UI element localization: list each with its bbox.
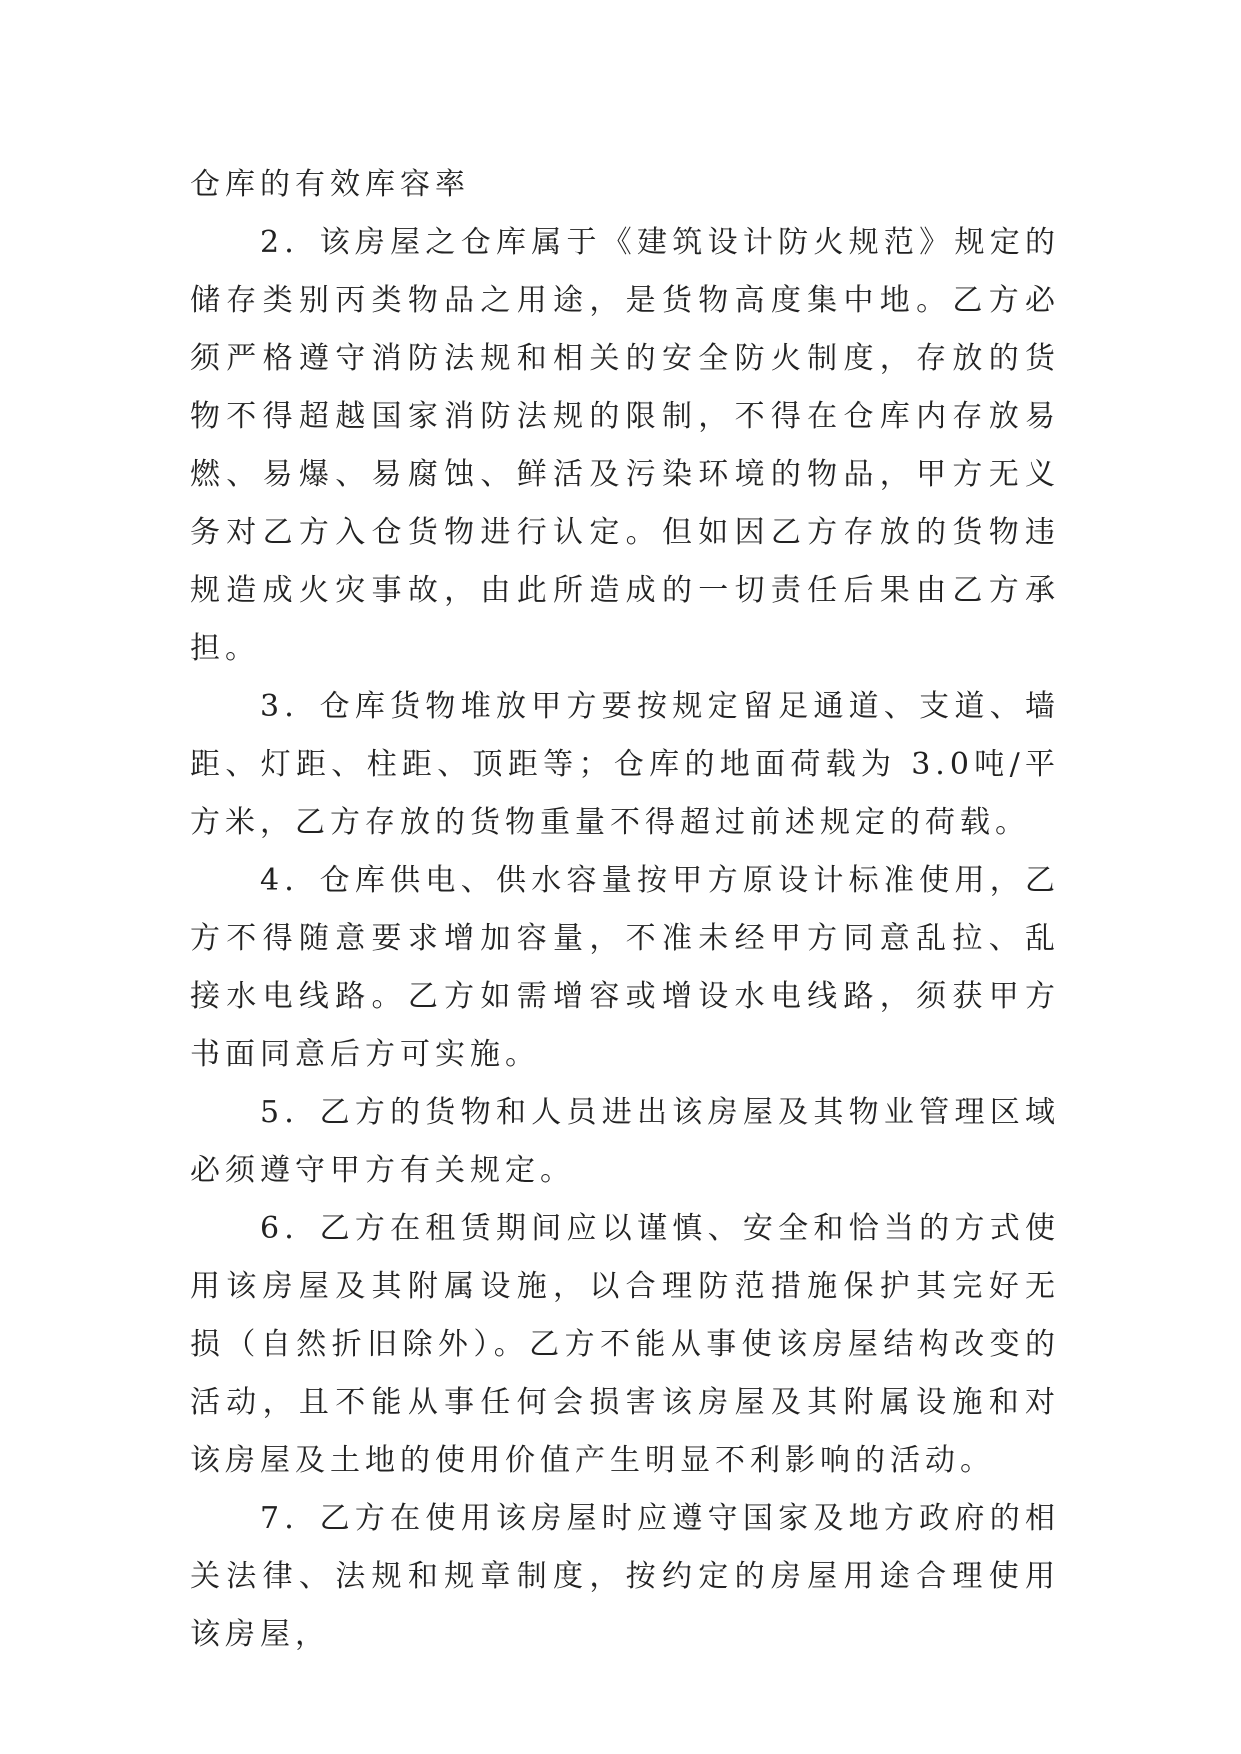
paragraph-clause-4: 4．仓库供电、供水容量按甲方原设计标准使用，乙方不得随意要求增加容量，不准未经甲方同意乱拉、乱接水电线路。乙方如需增容或增设水电线路，须获甲方书面同意后方可实施。 (190, 863, 1060, 1072)
paragraph-clause-6: 6．乙方在租赁期间应以谨慎、安全和恰当的方式使用该房屋及其附属设施，以合理防范措施保护其完好无损（自然折旧除外）。乙方不能从事使该房屋结构改变的活动，且不能从事任何会损害该房屋及其附属设施和对该房屋及土地的使用价值产生明显不利影响的活动。 (190, 1211, 1060, 1478)
document-body (190, 156, 1060, 1664)
paragraph-clause-5: 5．乙方的货物和人员进出该房屋及其物业管理区域必须遵守甲方有关规定。 (190, 1095, 1060, 1188)
paragraph-clause-7: 7．乙方在使用该房屋时应遵守国家及地方政府的相关法律、法规和规章制度，按约定的房屋用途合理使用该房屋， (190, 1501, 1060, 1652)
paragraph-continuation: 仓库的有效库容率 (190, 167, 470, 202)
paragraph-clause-3: 3．仓库货物堆放甲方要按规定留足通道、支道、墙距、灯距、柱距、顶距等；仓库的地面荷载为 3.0吨/平方米，乙方存放的货物重量不得超过前述规定的荷载。 (190, 689, 1060, 840)
paragraph-clause-2: 2．该房屋之仓库属于《建筑设计防火规范》规定的储存类别丙类物品之用途，是货物高度集中地。乙方必须严格遵守消防法规和相关的安全防火制度，存放的货物不得超越国家消防法规的限制，不得在仓库内存放易燃、易爆、易腐蚀、鲜活及污染环境的物品，甲方无义务对乙方入仓货物进行认定。但如因乙方存放的货物违规造成火灾事故，由此所造成的一切责任后果由乙方承担。 (190, 225, 1060, 666)
